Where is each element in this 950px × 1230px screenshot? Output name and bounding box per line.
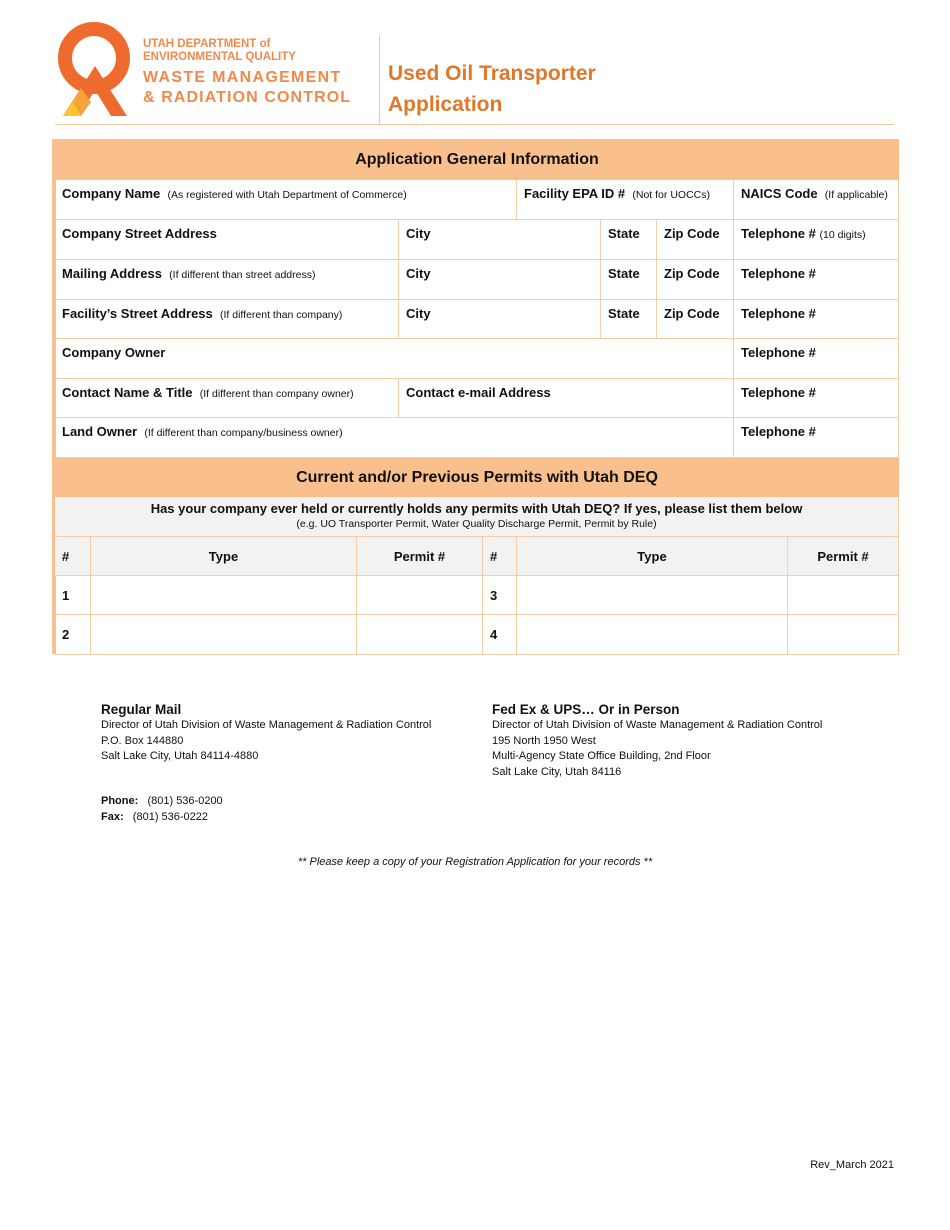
label: Company Name — [62, 186, 161, 201]
question-text: Has your company ever held or currently holds any permits with Utah DEQ? If yes, please list them below — [150, 501, 803, 516]
address-line: P.O. Box 144880 — [101, 734, 184, 747]
company-telephone-field[interactable] — [734, 220, 899, 260]
company-name-field[interactable] — [55, 180, 517, 220]
label: Telephone # — [741, 226, 816, 241]
general-info-heading: Application General Information — [55, 139, 899, 180]
revision-label: Rev_March 2021 — [810, 1159, 894, 1171]
address-line: Salt Lake City, Utah 84114-4880 — [101, 750, 259, 762]
note: (If different than street address) — [169, 269, 316, 281]
contact-name-field[interactable] — [55, 379, 399, 418]
company-owner-field[interactable] — [55, 339, 734, 379]
permit-3-number-input[interactable] — [788, 576, 899, 615]
label: Zip Code — [664, 266, 720, 281]
regular-mail-address — [101, 701, 431, 765]
facility-city-field[interactable] — [399, 300, 601, 339]
label: State — [608, 306, 640, 321]
address-line: Salt Lake City, Utah 84116 — [492, 765, 622, 778]
phone-label: Phone: — [101, 795, 139, 807]
land-owner-telephone-field[interactable] — [734, 418, 899, 458]
company-state-field[interactable] — [601, 220, 657, 260]
permits-question — [55, 497, 899, 537]
contact-numbers — [101, 794, 223, 825]
permit-row-num: 3 — [483, 576, 517, 615]
label: Facility EPA ID # — [524, 186, 626, 201]
permit-1-type-input[interactable] — [91, 576, 357, 615]
mailing-telephone-field[interactable] — [734, 260, 899, 300]
label: Company Street Address — [62, 226, 217, 241]
note: (If different than company/business owner) — [144, 427, 343, 439]
label: Telephone # — [741, 266, 816, 281]
mailing-city-field[interactable] — [399, 260, 601, 300]
permit-row-num: 4 — [483, 615, 517, 655]
header-divider — [379, 35, 380, 125]
facility-state-field[interactable] — [601, 300, 657, 339]
note: (If applicable) — [824, 189, 888, 201]
epa-id-field[interactable] — [517, 180, 734, 220]
label: State — [608, 226, 640, 241]
mailing-address-field[interactable] — [55, 260, 399, 300]
facility-telephone-field[interactable] — [734, 300, 899, 339]
label: City — [406, 306, 431, 321]
facility-street-field[interactable] — [55, 300, 399, 339]
note: (If different than company) — [220, 309, 343, 321]
label: Contact e-mail Address — [406, 385, 551, 400]
page-title-line-2: Application — [388, 93, 503, 116]
permits-heading: Current and/or Previous Permits with Utah DEQ — [55, 458, 899, 497]
col-permit-1: Permit # — [357, 537, 483, 576]
label: Telephone # — [741, 306, 816, 321]
contact-email-field[interactable] — [399, 379, 734, 418]
note: (10 digits) — [819, 229, 866, 241]
mailing-state-field[interactable] — [601, 260, 657, 300]
logo-line-4: & RADIATION CONTROL — [143, 89, 352, 106]
owner-telephone-field[interactable] — [734, 339, 899, 379]
label: Telephone # — [741, 424, 816, 439]
col-type-1: Type — [91, 537, 357, 576]
fax-number: (801) 536-0222 — [132, 810, 209, 823]
page-title-line-1: Used Oil Transporter — [388, 62, 596, 85]
phone-number: (801) 536-0200 — [147, 795, 223, 807]
logo-line-1: UTAH DEPARTMENT of — [143, 38, 271, 50]
label: Mailing Address — [62, 266, 162, 281]
logo-line-3: WASTE MANAGEMENT — [143, 69, 342, 86]
address-line: Director of Utah Division of Waste Management & Radiation Control — [101, 719, 432, 731]
label: Facility’s Street Address — [62, 306, 213, 321]
permit-2-type-input[interactable] — [91, 615, 357, 655]
label: City — [406, 226, 431, 241]
col-type-2: Type — [517, 537, 788, 576]
col-permit-2: Permit # — [788, 537, 899, 576]
mail-title: Regular Mail — [101, 702, 182, 717]
permit-1-number-input[interactable] — [357, 576, 483, 615]
records-note: ** Please keep a copy of your Registration Application for your records ** — [297, 856, 653, 868]
fax-label: Fax: — [101, 810, 124, 823]
permit-3-type-input[interactable] — [517, 576, 788, 615]
fedex-title: Fed Ex & UPS… Or in Person — [492, 702, 680, 717]
example-text: (e.g. UO Transporter Permit, Water Quality Discharge Permit, Permit by Rule) — [296, 518, 657, 530]
mailing-zip-field[interactable] — [657, 260, 734, 300]
permit-row-num: 1 — [55, 576, 91, 615]
note: (If different than company owner) — [199, 388, 354, 400]
logo-line-2: ENVIRONMENTAL QUALITY — [143, 51, 296, 63]
label: Zip Code — [664, 226, 720, 241]
permit-4-number-input[interactable] — [788, 615, 899, 655]
label: Contact Name & Title — [62, 385, 193, 400]
col-num-2: # — [483, 537, 517, 576]
label: Land Owner — [62, 424, 138, 439]
header-rule — [55, 124, 894, 125]
naics-field[interactable] — [734, 180, 899, 220]
permit-row-num: 2 — [55, 615, 91, 655]
label: Company Owner — [62, 345, 166, 360]
fedex-address — [492, 701, 822, 780]
col-num-1: # — [55, 537, 91, 576]
label: Zip Code — [664, 306, 720, 321]
company-street-field[interactable] — [55, 220, 399, 260]
company-city-field[interactable] — [399, 220, 601, 260]
address-line: Director of Utah Division of Waste Management & Radiation Control — [492, 719, 823, 731]
permit-2-number-input[interactable] — [357, 615, 483, 655]
facility-zip-field[interactable] — [657, 300, 734, 339]
label: Telephone # — [741, 345, 816, 360]
note: (Not for UOCCs) — [632, 189, 710, 201]
label: City — [406, 266, 431, 281]
label: State — [608, 266, 640, 281]
label: Telephone # — [741, 385, 816, 400]
address-line: 195 North 1950 West — [492, 734, 596, 747]
contact-telephone-field[interactable] — [734, 379, 899, 418]
address-line: Multi-Agency State Office Building, 2nd Floor — [492, 750, 711, 762]
permit-4-type-input[interactable] — [517, 615, 788, 655]
deq-logo-icon — [55, 22, 133, 118]
label: NAICS Code — [741, 186, 818, 201]
land-owner-field[interactable] — [55, 418, 734, 458]
company-zip-field[interactable] — [657, 220, 734, 260]
note: (As registered with Utah Department of Commerce) — [167, 189, 407, 201]
